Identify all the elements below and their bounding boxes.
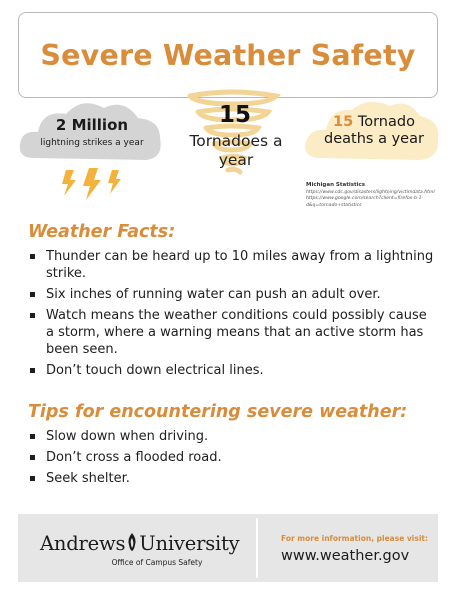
more-info-label: For more information, please visit:	[281, 534, 428, 543]
list-item: Six inches of running water can push an adult over.	[28, 286, 438, 303]
title-box	[18, 12, 438, 98]
university-logo	[40, 532, 240, 555]
source-link[interactable]: https://www.cdc.gov/disasters/lightning/victimdata.html	[306, 190, 435, 195]
flame-logo-icon	[126, 532, 138, 552]
tips-section	[28, 402, 438, 491]
list-item: Don’t touch down electrical lines.	[28, 362, 438, 379]
tornado-deaths-value: 15	[333, 114, 354, 130]
logo-text-right: University	[139, 532, 240, 555]
tips-list	[28, 428, 438, 487]
page-title: Severe Weather Safety	[40, 38, 416, 72]
weather-facts-list	[28, 248, 438, 379]
tornado-deaths-stat	[312, 114, 436, 148]
weather-facts-heading: Weather Facts:	[28, 222, 176, 242]
list-item: Don’t cross a flooded road.	[28, 449, 438, 466]
tornado-deaths-label: Tornado deaths a year	[324, 114, 424, 147]
tornado-stat-label: Tornadoes a year	[189, 132, 283, 169]
list-item: Seek shelter.	[28, 470, 438, 487]
tips-heading: Tips for encountering severe weather:	[28, 402, 408, 422]
list-item: Thunder can be heard up to 10 miles away from a lightning strike.	[28, 248, 438, 282]
logo-text-left: Andrews	[40, 532, 126, 555]
sources-block	[306, 182, 446, 209]
footer-divider	[256, 518, 258, 578]
list-item: Slow down when driving.	[28, 428, 438, 445]
website-link[interactable]: www.weather.gov	[281, 548, 410, 564]
sources-title: Michigan Statistics	[306, 182, 366, 188]
source-link[interactable]: https://www.google.com/search?client=firefox-b-1-d&q=tornado+statistics	[306, 196, 424, 208]
lightning-stat-value: 2 Million	[55, 116, 129, 134]
infographic	[0, 88, 458, 218]
list-item: Watch means the weather conditions could possibly cause a storm, where a warning means that an active storm has been seen.	[28, 307, 438, 358]
office-name: Office of Campus Safety	[111, 558, 203, 567]
tornado-stat-value: 15	[218, 102, 251, 128]
weather-facts-section	[28, 222, 438, 383]
footer	[18, 514, 438, 582]
lightning-stat-label: lightning strikes a year	[40, 138, 144, 148]
lightning-bolt-icon	[62, 168, 121, 200]
